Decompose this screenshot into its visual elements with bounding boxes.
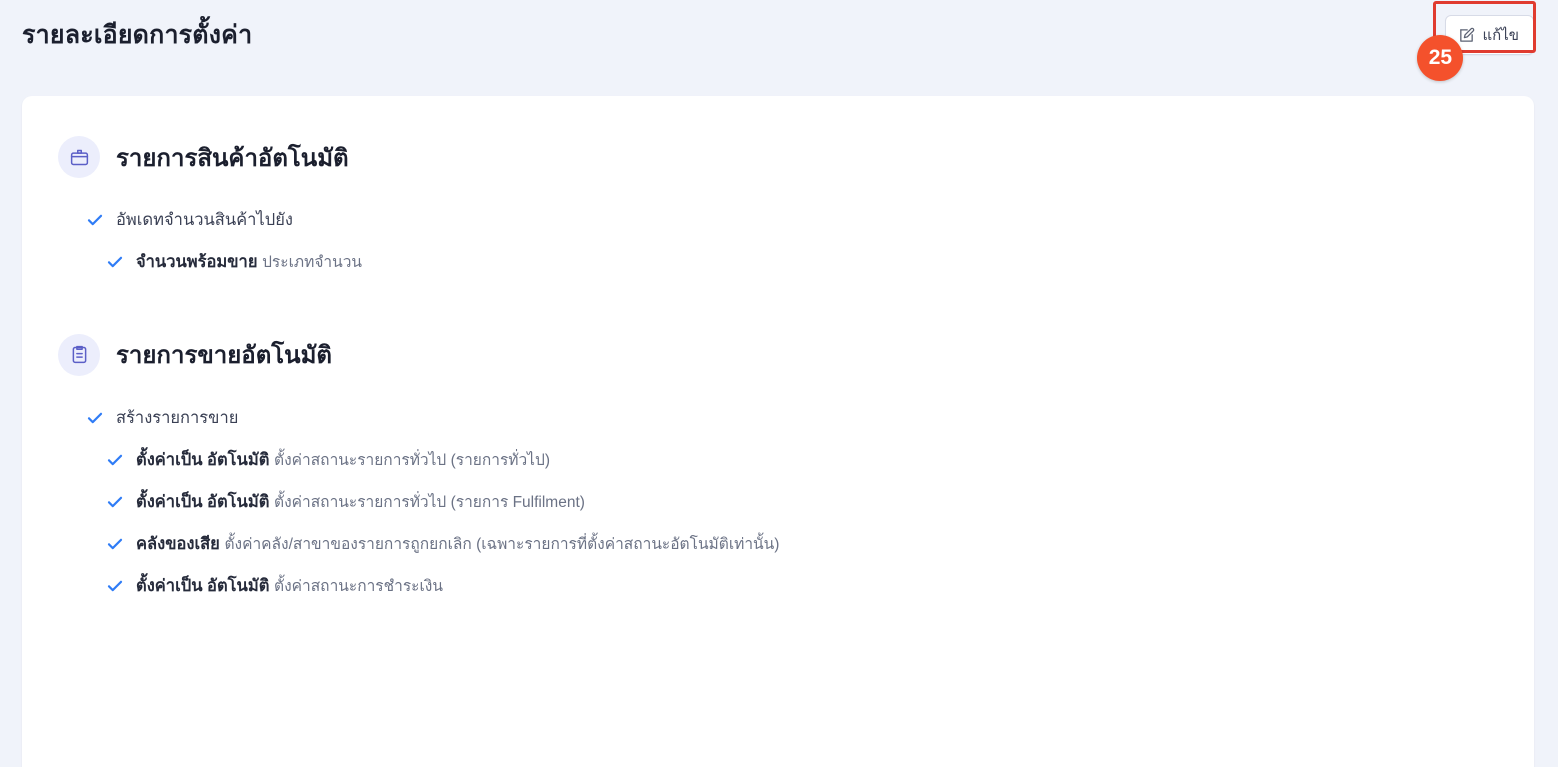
list-item bbox=[22, 242, 1534, 284]
pencil-square-icon bbox=[1458, 27, 1475, 44]
list-item bbox=[22, 482, 1534, 524]
section-spacer bbox=[22, 294, 1534, 334]
list-item-value: ตั้งค่าเป็น อัตโนมัติ bbox=[136, 492, 270, 511]
list-item-label bbox=[136, 449, 550, 473]
check-icon bbox=[106, 577, 124, 595]
list-item-label: อัพเดทจำนวนสินค้าไปยัง bbox=[116, 211, 293, 229]
section-inventory bbox=[22, 136, 1534, 284]
step-badge: 25 bbox=[1417, 35, 1463, 81]
list-item-label bbox=[136, 575, 443, 599]
settings-card bbox=[22, 96, 1534, 767]
section-header bbox=[22, 334, 1534, 376]
check-icon bbox=[106, 535, 124, 553]
list-item bbox=[22, 524, 1534, 566]
clipboard-list-icon bbox=[58, 334, 100, 376]
section-title: รายการสินค้าอัตโนมัติ bbox=[116, 144, 349, 172]
edit-button-label: แก้ไข bbox=[1482, 27, 1519, 44]
list-item bbox=[22, 566, 1534, 608]
list-item-description: ตั้งค่าสถานะรายการทั่วไป (รายการทั่วไป) bbox=[274, 451, 550, 469]
check-icon bbox=[106, 451, 124, 469]
list-item-label bbox=[136, 251, 362, 275]
list-item-label bbox=[136, 491, 585, 515]
check-icon bbox=[106, 493, 124, 511]
list-item-label bbox=[136, 533, 779, 557]
check-icon bbox=[86, 409, 104, 427]
list-item-value: ตั้งค่าเป็น อัตโนมัติ bbox=[136, 576, 270, 595]
list-item-value: จำนวนพร้อมขาย bbox=[136, 252, 258, 271]
list-item-value: ตั้งค่าเป็น อัตโนมัติ bbox=[136, 450, 270, 469]
list-item-description: ตั้งค่าสถานะการชำระเงิน bbox=[274, 577, 443, 595]
list-item-value: คลังของเสีย bbox=[136, 534, 220, 553]
list-item-description: ตั้งค่าสถานะรายการทั่วไป (รายการ Fulfilment) bbox=[274, 493, 585, 511]
inventory-box-icon bbox=[58, 136, 100, 178]
check-icon bbox=[86, 211, 104, 229]
section-header bbox=[22, 136, 1534, 178]
list-item-description: ตั้งค่าคลัง/สาขาของรายการถูกยกเลิก (เฉพาะรายการที่ตั้งค่าสถานะอัตโนมัติเท่านั้น) bbox=[224, 535, 780, 553]
list-item bbox=[22, 398, 1534, 440]
page-header bbox=[0, 0, 1558, 70]
section-title: รายการขายอัตโนมัติ bbox=[116, 342, 332, 370]
list-item bbox=[22, 440, 1534, 482]
list-item bbox=[22, 200, 1534, 242]
check-icon bbox=[106, 253, 124, 271]
list-item-label: สร้างรายการขาย bbox=[116, 408, 239, 427]
section-sales bbox=[22, 334, 1534, 608]
edit-button-wrapper bbox=[1428, 15, 1534, 69]
list-item-description: ประเภทจำนวน bbox=[262, 253, 362, 271]
page-title: รายละเอียดการตั้งค่า bbox=[22, 21, 253, 49]
